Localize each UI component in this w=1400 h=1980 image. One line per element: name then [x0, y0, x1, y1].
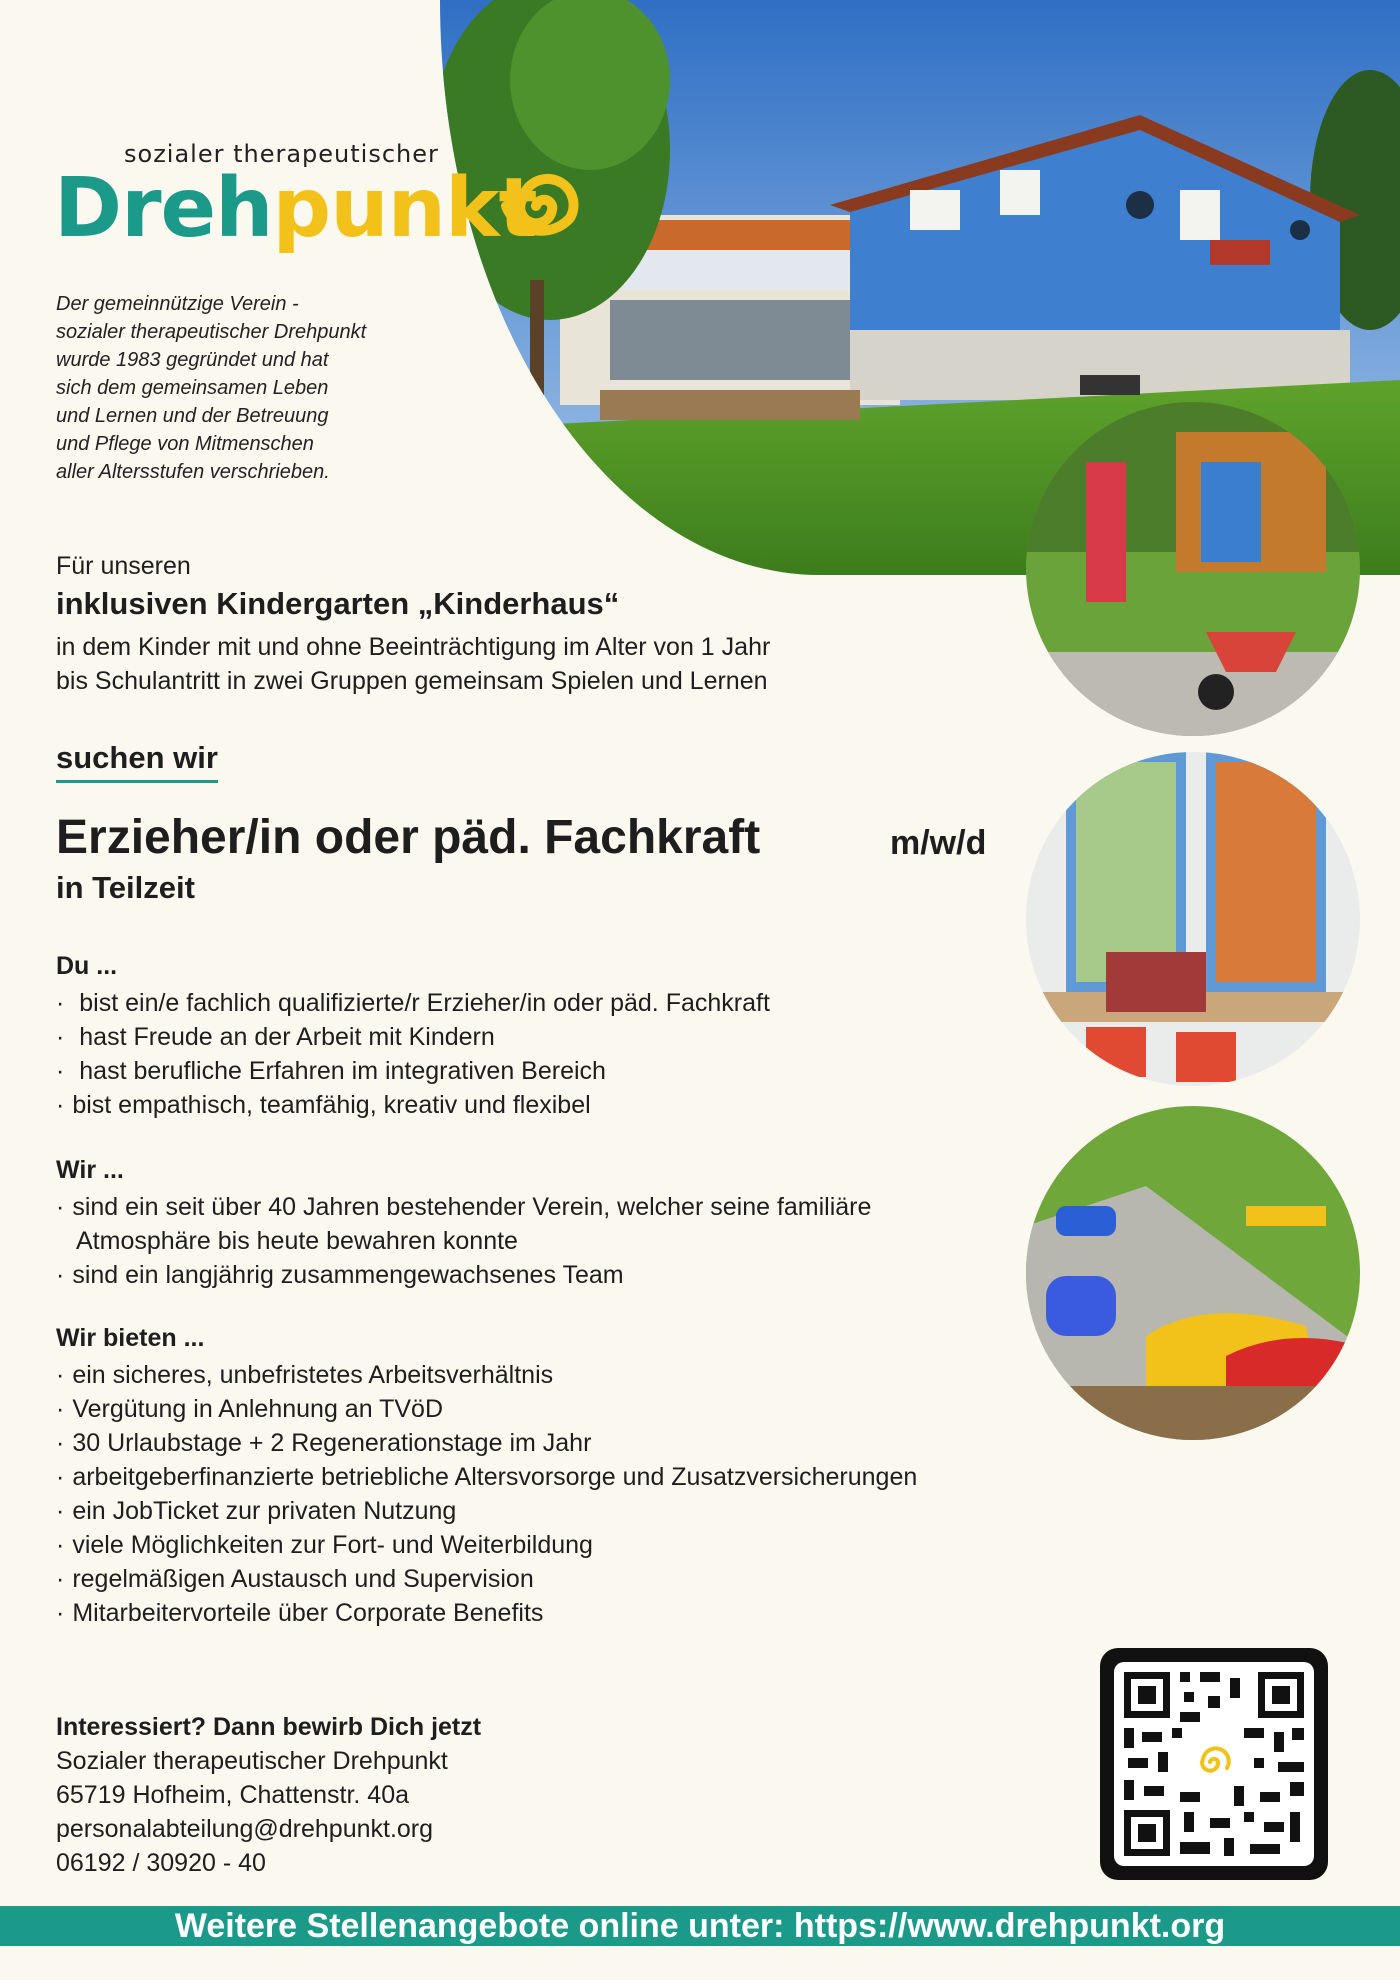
intro-line: sich dem gemeinsamen Leben [56, 377, 329, 399]
classroom-photo [1026, 752, 1360, 1086]
contact-phone[interactable]: 06192 / 30920 - 40 [56, 1849, 266, 1877]
bieten-heading: Wir bieten ... [56, 1324, 205, 1352]
intro-line: wurde 1983 gegründet und hat [56, 349, 329, 371]
logo-name-part2: punkt [272, 161, 537, 256]
kita-lead: Für unseren [56, 552, 191, 580]
job-scope: in Teilzeit [56, 870, 195, 905]
intro-line: sozialer therapeutischer Drehpunkt [56, 321, 367, 343]
spiral-icon [488, 150, 600, 262]
kita-desc-line: bis Schulantritt in zwei Gruppen gemeinsam Spielen und Lernen [56, 667, 768, 695]
list-item: · hast Freude an der Arbeit mit Kindern [56, 1020, 956, 1054]
list-item: · bist empathisch, teamfähig, kreativ und flexibel [56, 1088, 956, 1122]
contact-email[interactable]: personalabteilung@drehpunkt.org [56, 1815, 434, 1843]
logo-subtitle: sozialer therapeutischer [124, 140, 439, 168]
gender-tag: m/w/d [890, 824, 987, 862]
intro-line: aller Altersstufen verschrieben. [56, 461, 330, 483]
list-item-continuation: Atmosphäre bis heute bewahren konnte [76, 1227, 518, 1255]
wir-heading: Wir ... [56, 1156, 124, 1184]
list-item: · Mitarbeitervorteile über Corporate Benefits [56, 1596, 1056, 1630]
kita-desc-line: in dem Kinder mit und ohne Beeinträchtigung im Alter von 1 Jahr [56, 633, 771, 661]
suchen-heading: suchen wir [56, 740, 218, 783]
kita-description [56, 630, 956, 698]
kita-name: inklusiven Kindergarten „Kinderhaus“ [56, 586, 620, 621]
contact-block [56, 1710, 481, 1880]
contact-org: Sozialer therapeutischer Drehpunkt [56, 1747, 448, 1775]
footer-banner[interactable]: Weitere Stellenangebote online unter: https://www.drehpunkt.org [0, 1906, 1400, 1946]
job-title: Erzieher/in oder päd. Fachkraft [56, 811, 761, 864]
playground-photo [1026, 402, 1360, 736]
intro-text [56, 290, 436, 486]
logo-wordmark [54, 161, 537, 256]
list-item [56, 1190, 1006, 1258]
logo-name-part1: Dreh [54, 161, 273, 256]
du-heading: Du ... [56, 952, 118, 980]
list-item: · ein JobTicket zur privaten Nutzung [56, 1494, 1056, 1528]
list-item: · bist ein/e fachlich qualifizierte/r Erzieher/in oder päd. Fachkraft [56, 986, 956, 1020]
du-list [56, 986, 956, 1122]
list-item: · sind ein langjährig zusammengewachsenes Team [56, 1258, 1006, 1292]
list-item: · ein sicheres, unbefristetes Arbeitsverhältnis [56, 1358, 1056, 1392]
list-item: · 30 Urlaubstage + 2 Regenerationstage im Jahr [56, 1426, 1056, 1460]
bieten-list [56, 1358, 1056, 1630]
contact-cta: Interessiert? Dann bewirb Dich jetzt [56, 1713, 482, 1741]
list-item: · Vergütung in Anlehnung an TVöD [56, 1392, 1056, 1426]
list-item-text: sind ein seit über 40 Jahren bestehender Verein, welcher seine familiäre [72, 1193, 872, 1221]
qr-code-icon[interactable] [1114, 1662, 1314, 1866]
toys-photo [1026, 1106, 1360, 1440]
list-item: · hast berufliche Erfahren im integrativen Bereich [56, 1054, 956, 1088]
intro-line: und Pflege von Mitmenschen [56, 433, 314, 455]
list-item: · arbeitgeberfinanzierte betriebliche Altersvorsorge und Zusatzversicherungen [56, 1460, 1056, 1494]
intro-line: Der gemeinnützige Verein - [56, 293, 299, 315]
wir-list [56, 1190, 1006, 1292]
list-item: · regelmäßigen Austausch und Supervision [56, 1562, 1056, 1596]
contact-address: 65719 Hofheim, Chattenstr. 40a [56, 1781, 410, 1809]
list-item: · viele Möglichkeiten zur Fort- und Weiterbildung [56, 1528, 1056, 1562]
intro-line: und Lernen und der Betreuung [56, 405, 329, 427]
